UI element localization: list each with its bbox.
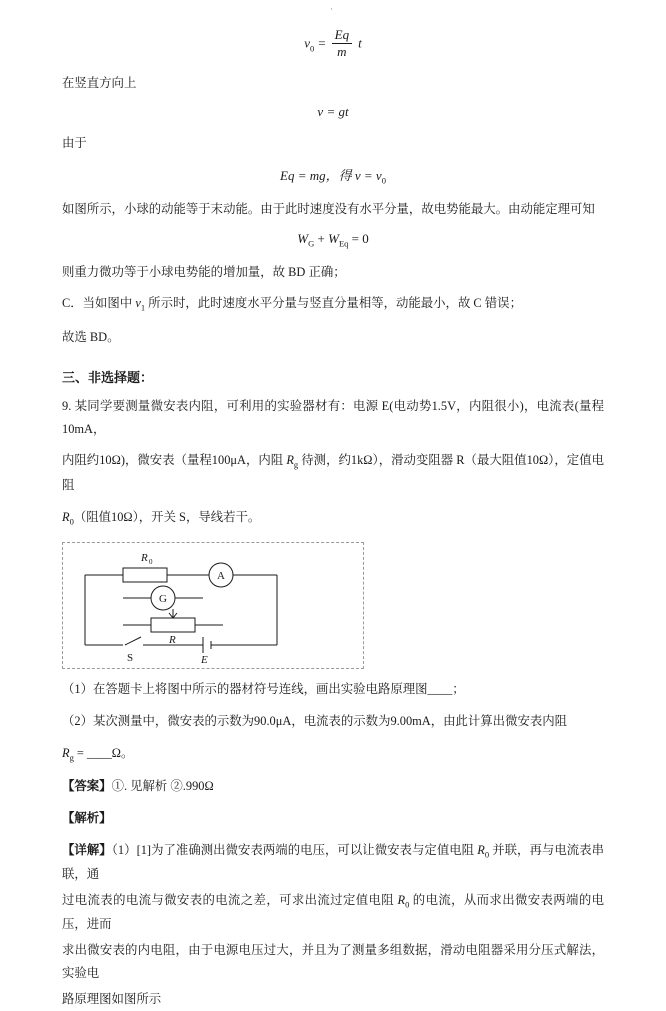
circuit-label-ammeter: A — [217, 569, 225, 582]
eq-equals-zero: = 0 — [351, 230, 369, 246]
fraction-numerator: Eq — [332, 28, 352, 44]
eq-weq-subscript: Eq — [338, 238, 349, 249]
analysis-label-block — [62, 807, 604, 830]
paragraph-kinetic-energy: 如图所示，小球的动能等于末动能。由于此时速度没有水平分量，故电势能最大。由动能定理可知 — [62, 202, 595, 216]
eq-eq-mg-text: Eq = mg，得 v = v — [280, 168, 382, 184]
paragraph-vertical-direction: 在竖直方向上 — [62, 75, 137, 90]
analysis-r0-variable: R — [477, 842, 485, 857]
page-top-mark: · — [330, 4, 333, 14]
equation-work-sum — [62, 231, 604, 249]
equation-v0 — [62, 28, 604, 60]
circuit-label-r0: R — [141, 551, 148, 564]
circuit-diagram-figure — [62, 542, 364, 669]
analysis-line-2 — [62, 889, 604, 936]
eq-wg-subscript: G — [308, 238, 315, 249]
rg-result-subscript: g — [69, 752, 74, 763]
analysis-r0-subscript: 0 — [484, 849, 490, 860]
circuit-svg-container — [63, 543, 363, 666]
eq-weq-symbol: W — [328, 230, 339, 246]
q9-rg-variable: R — [286, 453, 294, 468]
option-c-post: 所示时，此时速度水平分量与竖直分量相等，动能最小，故 C 错误； — [145, 296, 522, 311]
paragraph-answer-bd: 故选 BD。 — [62, 329, 120, 344]
analysis-line-3: 求出微安表的内电阻，由于电源电压过大，并且为了测量多组数据，滑动电阻器采用分压式解法，实验电 — [62, 942, 604, 980]
q9-line2-post: 待测，约1kΩ），滑动变阻器 R（最大阻值10Ω），定值电阻 — [62, 453, 604, 492]
detail-label: 【详解】 — [62, 842, 112, 857]
q9-rg-subscript: g — [293, 459, 299, 470]
eq-wg-symbol: W — [297, 230, 309, 246]
eq-plus-symbol: + — [317, 230, 325, 246]
q9-line3-post: （阻值10Ω），开关 S，导线若干。 — [73, 509, 261, 524]
answer-label: 【答案】 — [62, 778, 112, 793]
analysis-label: 【解析】 — [62, 810, 112, 825]
circuit-label-r0-subscript: 0 — [149, 557, 153, 566]
analysis-l1-pre: （1）[1]为了准确测出微安表两端的电压，可以让微安表与定值电阻 — [111, 842, 478, 857]
paragraph-because: 由于 — [62, 136, 87, 151]
answer-block — [62, 775, 604, 798]
question-9-line-3 — [62, 506, 604, 530]
analysis-r0-subscript-2: 0 — [405, 899, 410, 910]
sub-question-2-line-2 — [62, 742, 604, 766]
rg-result-variable: R — [62, 745, 70, 760]
option-c-subscript: 1 — [140, 302, 146, 313]
circuit-diagram — [63, 543, 361, 666]
q9-line2-pre: 内阻约10Ω)，微安表（量程100μA，内阻 — [62, 453, 287, 468]
answer-text: ①. 见解析 ②.990Ω — [111, 778, 214, 793]
section-title-non-choice: 三、非选择题： — [62, 369, 154, 385]
circuit-label-rheostat: R — [169, 633, 176, 646]
equation-eq-mg — [62, 165, 604, 186]
analysis-l1-post: 并联，再与电流表串联，通 — [62, 842, 604, 881]
analysis-l2-pre: 过电流表的电流与微安表的电流之差，可求出流过定值电阻 — [62, 892, 398, 907]
option-c-pre: C．当如图中 — [62, 296, 136, 311]
sub-question-1: （1）在答题卡上将图中所示的器材符号连线，画出实验电路原理图____； — [62, 681, 465, 696]
option-c-variable: v — [135, 296, 141, 311]
analysis-l2-post: 的电流，从而求出微安表两端的电压，进而 — [62, 892, 604, 932]
eq-v-subscript: 0 — [310, 43, 315, 54]
circuit-label-galvanometer: G — [159, 592, 167, 605]
rg-result-post: = ____Ω。 — [73, 745, 134, 760]
circuit-label-switch: S — [127, 651, 134, 664]
sub-question-2: （2）某次测量中，微安表的示数为90.0μA，电流表的示数为9.00mA，由此计算出微安表内阻 — [62, 713, 568, 728]
q9-r0-subscript: 0 — [69, 516, 74, 527]
question-9-line-2 — [62, 449, 604, 496]
eq-v-symbol: v — [304, 35, 311, 51]
analysis-r0-variable-2: R — [397, 892, 406, 907]
eq-t-symbol: t — [358, 35, 362, 51]
equation-v-gt: v = gt — [317, 104, 349, 120]
paragraph-option-c — [62, 292, 604, 316]
eq-v0-subscript: 0 — [381, 176, 386, 186]
fraction-denominator: m — [337, 43, 347, 59]
question-9-line-1: 9. 某同学要测量微安表内阻，可利用的实验器材有：电源 E(电动势1.5V，内阻很小)，电流表(量程10mA， — [62, 398, 604, 436]
eq-equals: = — [318, 35, 326, 51]
paragraph-gravity-work: 则重力微功等于小球电势能的增加量，故 BD 正确； — [62, 264, 346, 279]
circuit-label-source: E — [201, 653, 208, 666]
analysis-line-4: 路原理图如图所示 — [62, 991, 162, 1006]
fraction-eq-over-m — [332, 28, 352, 60]
q9-r0-variable: R — [62, 509, 70, 524]
analysis-line-1 — [62, 839, 604, 886]
